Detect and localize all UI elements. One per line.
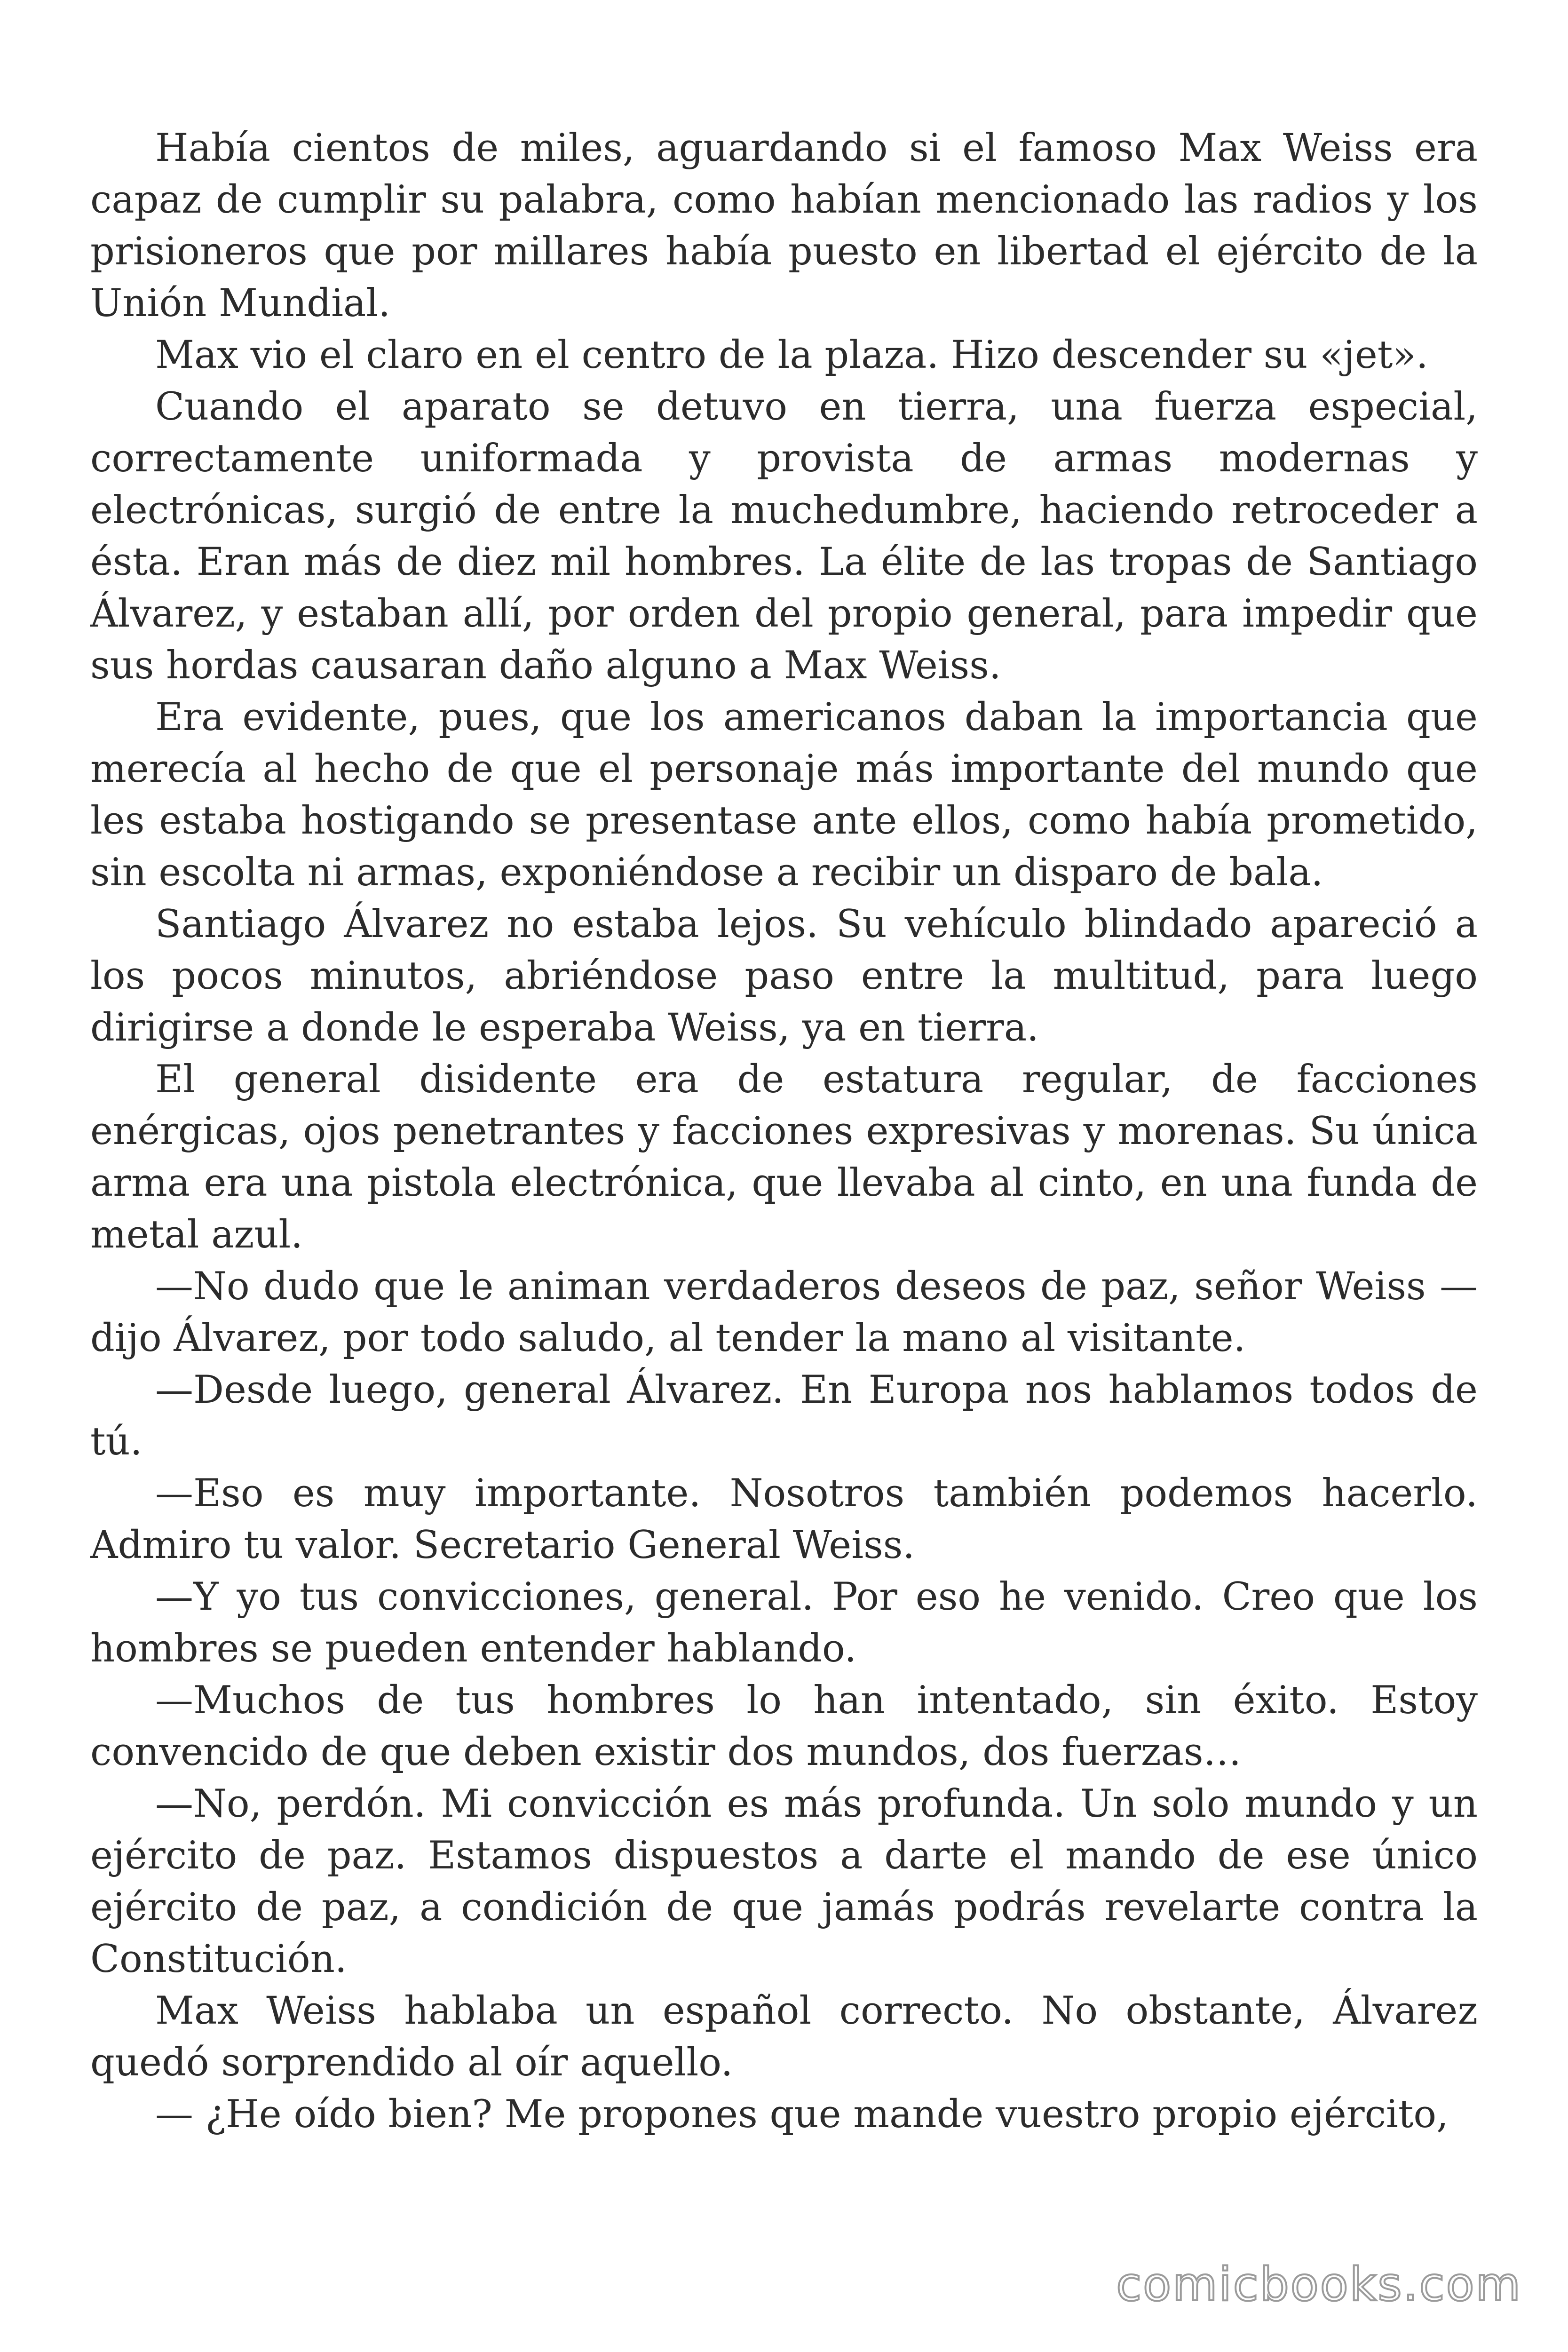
paragraph: —No, perdón. Mi convicción es más profunda. Un solo mundo y un ejército de paz. Estamos dispuestos a darte el mando de ese único ejército de paz, a condición de que jamás podrás revelarte contra la Constitución. — [90, 1782, 1478, 1981]
book-page-text — [90, 122, 1478, 2140]
paragraph: —No dudo que le animan verdaderos deseos de paz, señor Weiss —dijo Álvarez, por todo saludo, al tender la mano al visitante. — [90, 1264, 1478, 1360]
watermark: comicbooks.com — [1116, 2258, 1522, 2312]
paragraph: Max Weiss hablaba un español correcto. No obstante, Álvarez quedó sorprendido al oír aquello. — [90, 1989, 1478, 2085]
paragraph: —Eso es muy importante. Nosotros también podemos hacerlo. Admiro tu valor. Secretario General Weiss. — [90, 1471, 1478, 1567]
paragraph: Había cientos de miles, aguardando si el famoso Max Weiss era capaz de cumplir su palabra, como habían mencionado las radios y los prisioneros que por millares había puesto en libertad el ejército de la Unión Mundial. — [90, 126, 1478, 326]
paragraph: —Y yo tus convicciones, general. Por eso he venido. Creo que los hombres se pueden entender hablando. — [90, 1575, 1478, 1671]
paragraph: El general disidente era de estatura regular, de facciones enérgicas, ojos penetrantes y facciones expresivas y morenas. Su única arma era una pistola electrónica, que llevaba al cinto, en una funda de metal azul. — [90, 1057, 1478, 1257]
paragraph: Era evidente, pues, que los americanos daban la importancia que merecía al hecho de que el personaje más importante del mundo que les estaba hostigando se presentase ante ellos, como había prometido, sin escolta ni armas, exponiéndose a recibir un disparo de bala. — [90, 695, 1478, 895]
paragraph: Santiago Álvarez no estaba lejos. Su vehículo blindado apareció a los pocos minutos, abriéndose paso entre la multitud, para luego dirigirse a donde le esperaba Weiss, ya en tierra. — [90, 902, 1478, 1050]
paragraph: —Desde luego, general Álvarez. En Europa nos hablamos todos de tú. — [90, 1368, 1478, 1464]
paragraph: —Muchos de tus hombres lo han intentado, sin éxito. Estoy convencido de que deben existir dos mundos, dos fuerzas… — [90, 1678, 1478, 1774]
paragraph: — ¿He oído bien? Me propones que mande vuestro propio ejército, — [155, 2092, 1449, 2137]
paragraph: Max vio el claro en el centro de la plaza. Hizo descender su «jet». — [155, 333, 1428, 377]
paragraph: Cuando el aparato se detuvo en tierra, una fuerza especial, correctamente uniformada y provista de armas modernas y electrónicas, surgió de entre la muchedumbre, haciendo retroceder a ésta. Eran más de diez mil hombres. La élite de las tropas de Santiago Álvarez, y estaban allí, por orden del propio general, para impedir que sus hordas causaran daño alguno a Max Weiss. — [90, 385, 1478, 688]
